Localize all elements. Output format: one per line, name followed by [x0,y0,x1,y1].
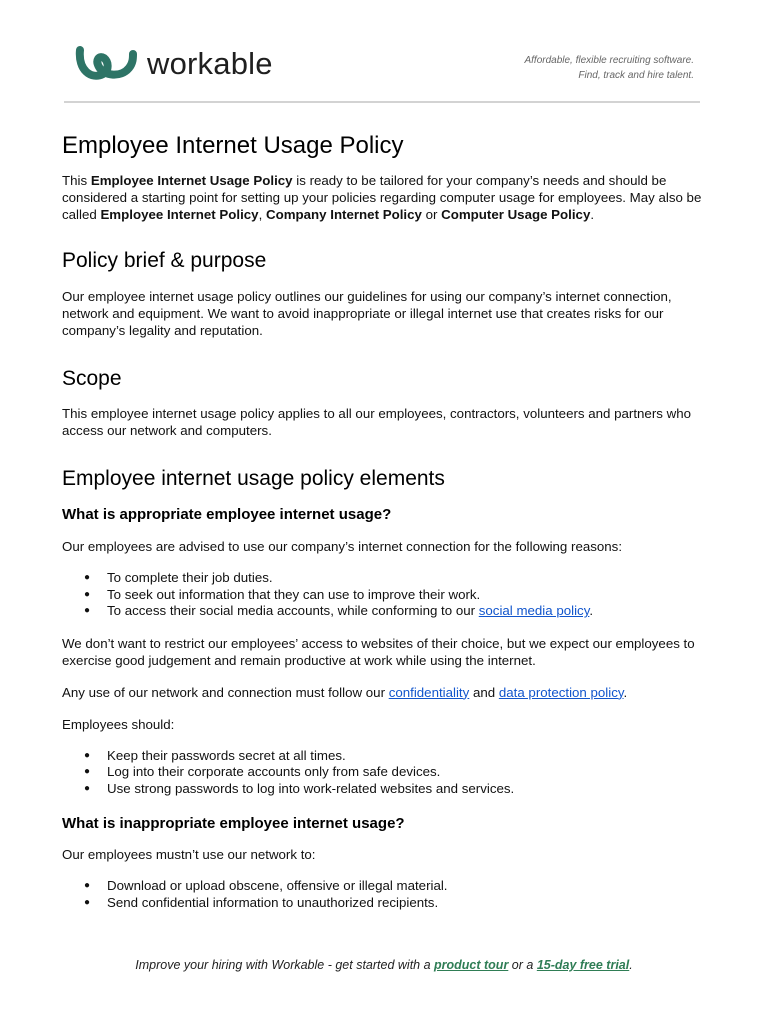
brand-name: workable [147,46,273,81]
list-item: ● Log into their corporate accounts only from safe devices. [62,764,712,781]
list-item: ● Use strong passwords to log into work-related websites and services. [62,781,712,798]
inappropriate-list [62,878,712,911]
intro-text-3: , [258,207,266,222]
network-text-3: . [623,684,628,700]
tagline-line-1: Affordable, flexible recruiting software. [524,55,694,66]
section-heading-elements: Employee internet usage policy elements [62,467,445,490]
tagline-line-2: Find, track and hire talent. [578,70,694,81]
intro-text-2: is ready to be tailored for your company’s needs and should be considered a starting point for setting up your policies regarding computer usage for employees. May also be called [62,173,702,222]
footer-text-1: Improve your hiring with Workable - get started with a [135,958,435,972]
footer-text-2: or a [508,958,537,972]
list-item-end: . [589,603,594,618]
intro-text-1: This [62,173,91,188]
workable-logo[interactable] [73,44,273,84]
subheading-appropriate: What is appropriate employee internet usage? [62,506,392,523]
intro-text-4: or [421,207,442,222]
list-item: ● Send confidential information to unauthorized recipients. [62,895,712,912]
header-tagline [524,53,694,83]
document-body [62,127,712,911]
intro-bold-1: Employee Internet Usage Policy [90,173,293,188]
social-media-policy-link[interactable]: social media policy [478,603,590,618]
list-item-text: To access their social media accounts, while conforming to our [107,603,479,618]
subheading-inappropriate: What is inappropriate employee internet usage? [62,815,405,832]
product-tour-link[interactable]: product tour [434,958,509,972]
appropriate-list [62,570,712,620]
list-item: ● To complete their job duties. [62,570,712,587]
intro-bold-3: Company Internet Policy [265,207,422,222]
should-intro: Employees should: [62,716,175,732]
intro-bold-4: Computer Usage Policy [441,207,591,222]
intro-text-5: . [590,207,595,222]
network-paragraph [62,684,712,701]
footer-text-3: . [629,958,633,972]
workable-logo-icon [73,44,139,84]
list-item: ● Download or upload obscene, offensive or illegal material. [62,878,712,895]
data-protection-policy-link[interactable]: data protection policy [498,684,624,700]
header-divider [64,101,700,103]
intro-bold-2: Employee Internet Policy [100,207,259,222]
network-text-1: Any use of our network and connection must follow our [62,684,389,700]
section-heading-brief: Policy brief & purpose [62,249,267,272]
list-item: ● To seek out information that they can use to improve their work. [62,587,712,604]
brief-paragraph: Our employee internet usage policy outlines our guidelines for using our company’s internet connection, network and equipment. We want to avoid inappropriate or illegal internet use that creates risks for our company’s legality and reputation. [62,289,672,338]
free-trial-link[interactable]: 15-day free trial [536,958,630,972]
appropriate-intro: Our employees are advised to use our company’s internet connection for the following reasons: [62,539,623,554]
page-title: Employee Internet Usage Policy [62,132,404,159]
list-item [62,603,712,620]
confidentiality-link[interactable]: confidentiality [388,684,470,700]
list-item: ● Keep their passwords secret at all times. [62,748,712,765]
restrict-paragraph: We don’t want to restrict our employees’ access to websites of their choice, but we expect our employees to exercise good judgement and remain productive at work while using the internet. [62,635,695,668]
inappropriate-intro: Our employees mustn’t use our network to: [62,847,316,862]
intro-paragraph [62,172,712,223]
page-footer [0,958,768,972]
network-text-2: and [469,684,499,700]
page-header [0,0,768,104]
should-list [62,748,712,798]
section-heading-scope: Scope [62,367,122,390]
scope-paragraph: This employee internet usage policy applies to all our employees, contractors, volunteers and partners who access our network and computers. [62,406,691,438]
